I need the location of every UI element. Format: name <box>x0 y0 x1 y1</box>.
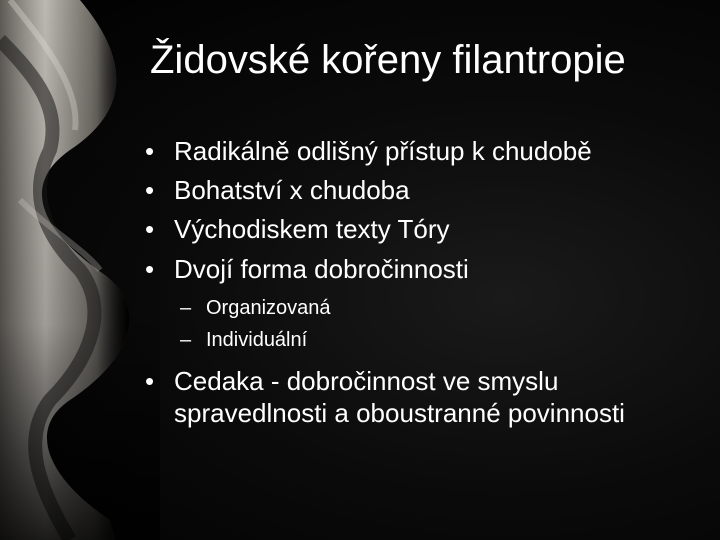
bullet-icon: • <box>145 366 155 396</box>
dash-icon: – <box>180 329 192 351</box>
bullet-text: Radikálně odlišný přístup k chudobě <box>174 136 592 166</box>
sub-bullet-text: Organizovaná <box>206 297 331 319</box>
bullet-icon: • <box>145 254 155 284</box>
sub-bullet-text: Individuální <box>206 329 308 351</box>
bullet-text: Dvojí forma dobročinnosti <box>174 254 469 284</box>
stone-pillar-image <box>0 0 160 540</box>
bullet-icon: • <box>145 175 155 205</box>
bullet-text: Bohatství x chudoba <box>174 175 410 205</box>
dash-icon: – <box>180 297 192 319</box>
slide-title: Židovské kořeny filantropie <box>150 38 626 82</box>
bullet-icon: • <box>145 214 155 244</box>
bullet-text: Východiskem texty Tóry <box>174 214 450 244</box>
bullet-text: Cedaka - dobročinnost ve smyslu spravedlnosti a oboustranné povinnosti <box>174 366 625 428</box>
bullet-icon: • <box>145 136 155 166</box>
